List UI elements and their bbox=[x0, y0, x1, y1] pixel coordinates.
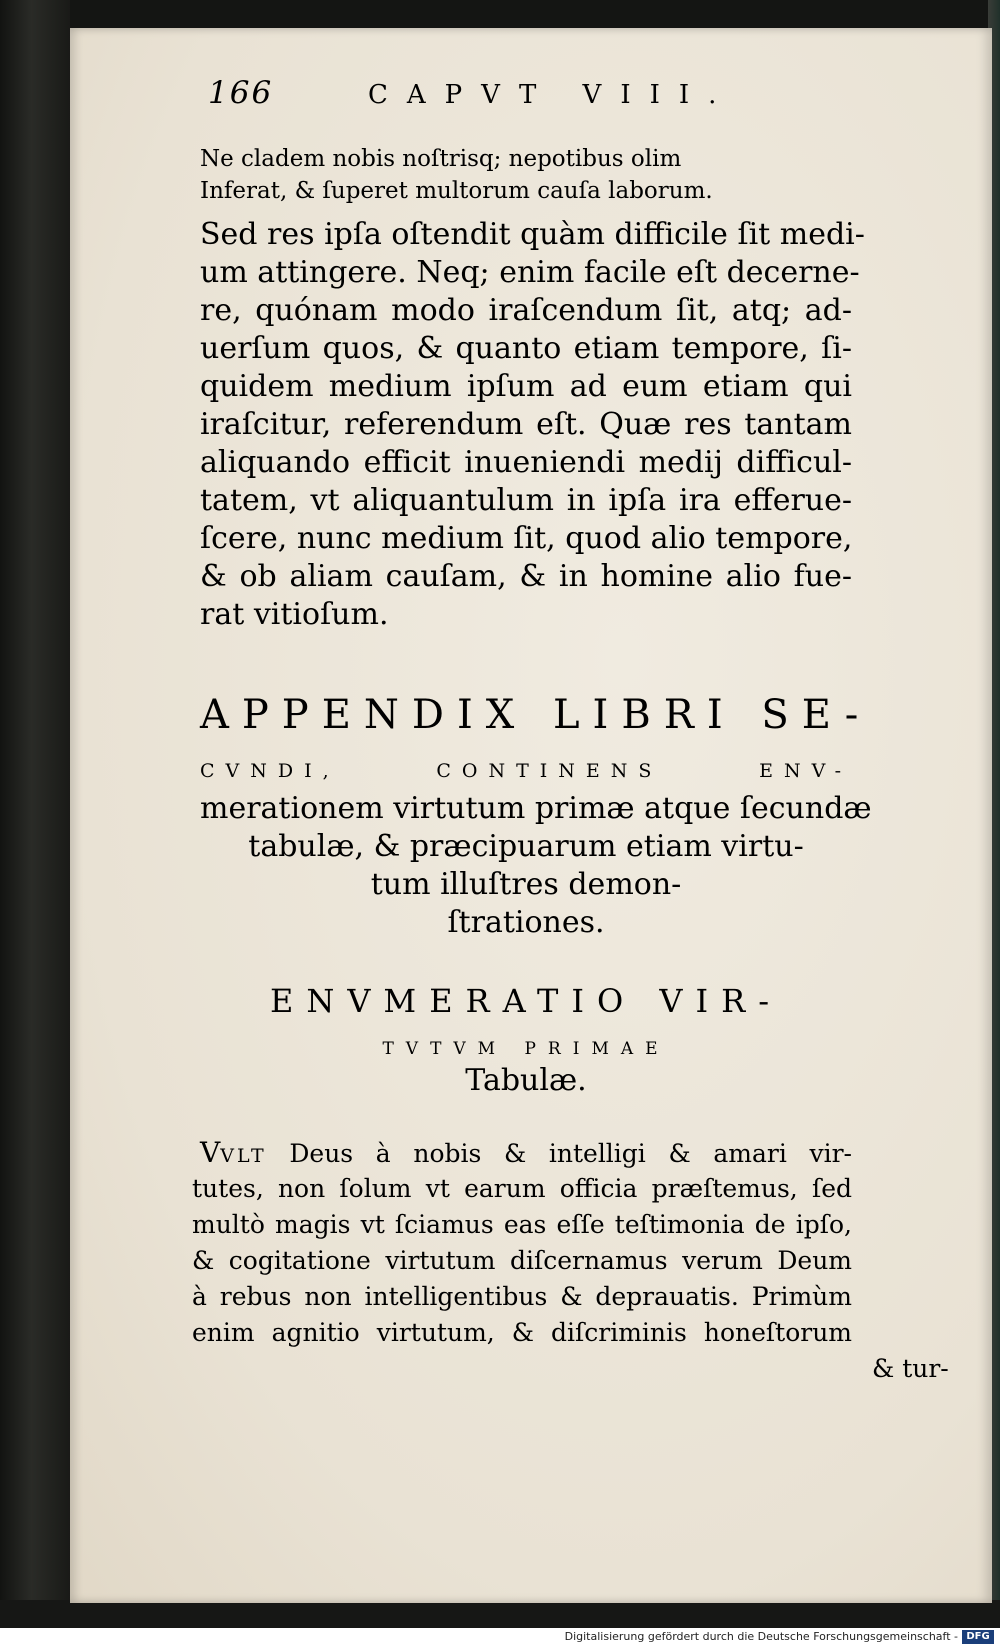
text-line: Sed res ipſa oſtendit quàm difficile ſit medi- bbox=[200, 217, 865, 252]
initial-letter: V bbox=[200, 1136, 221, 1169]
scan-bottom-edge bbox=[0, 1600, 1000, 1630]
smallcaps-word: VLT bbox=[220, 1145, 267, 1167]
text-line: ſcere, nunc medium ſit, quod alio tempore, bbox=[200, 521, 853, 556]
text-line: tatem, vt aliquantulum in ipſa ira efferue- bbox=[200, 483, 852, 518]
text-line: iraſcitur, referendum eſt. Quæ res tantam bbox=[200, 407, 852, 442]
appendix-heading-line: merationem virtutum primæ atque ſecundæ bbox=[200, 791, 872, 826]
digitization-credit: Digitalisierung gefördert durch die Deutsche Forschungsgemeinschaft - bbox=[564, 1630, 958, 1643]
page-header bbox=[208, 75, 848, 115]
text-line: aliquando efficit inueniendi medij difficul- bbox=[200, 445, 852, 480]
verse-line: Inferat, & ſuperet multorum cauſa laborum. bbox=[200, 178, 713, 204]
dfg-logo: DFG bbox=[962, 1630, 994, 1644]
text-line: & ob aliam cauſam, & in homine alio fue- bbox=[200, 559, 852, 594]
text-line: rat vitioſum. bbox=[200, 597, 389, 632]
text-line: quidem medium ipſum ad eum etiam qui bbox=[200, 369, 852, 404]
text-line: à rebus non intelligentibus & deprauatis. Primùm bbox=[192, 1282, 852, 1311]
appendix-heading-line: CVNDI, CONTINENS ENV- bbox=[200, 760, 852, 782]
text-line: um attingere. Neq; enim facile eſt decerne- bbox=[200, 255, 860, 290]
verse-line: Ne cladem nobis noſtrisq; nepotibus olim bbox=[200, 146, 682, 172]
text-line: re, quónam modo iraſcendum ſit, atq; ad- bbox=[200, 293, 852, 328]
page-number: 166 bbox=[208, 75, 274, 111]
running-head: CAPVT VIII. bbox=[368, 80, 736, 110]
first-line-rest: Deus à nobis & intelligi & amari vir- bbox=[289, 1139, 852, 1168]
scan-top-edge bbox=[0, 0, 1000, 30]
section-heading-line: Tabulæ. bbox=[465, 1063, 587, 1098]
appendix-heading-line: ſtrationes. bbox=[447, 905, 605, 940]
appendix-heading-line: APPENDIX LIBRI SE- bbox=[200, 692, 872, 738]
text-line: uerſum quos, & quanto etiam tempore, ſi- bbox=[200, 331, 852, 366]
text-line: enim agnitio virtutum, & diſcriminis honeſtorum bbox=[192, 1318, 852, 1347]
appendix-heading-line: tabulæ, & præcipuarum etiam virtu- bbox=[248, 829, 804, 864]
text-line: & cogitatione virtutum diſcernamus verum Deum bbox=[192, 1246, 852, 1275]
text-line: multò magis vt ſciamus eas eſſe teſtimonia de ipſo, bbox=[192, 1210, 852, 1239]
appendix-heading-line: tum illuſtres demon- bbox=[370, 867, 682, 902]
text-line: tutes, non ſolum vt earum officia præſtemus, ſed bbox=[192, 1174, 852, 1203]
text-line-first bbox=[200, 1136, 852, 1173]
catchword: & tur- bbox=[872, 1354, 949, 1383]
section-heading-line: ENVMERATIO VIR- bbox=[269, 982, 783, 1020]
book-binding bbox=[0, 0, 70, 1647]
section-heading-line: TVTVM PRIMAE bbox=[382, 1039, 670, 1059]
